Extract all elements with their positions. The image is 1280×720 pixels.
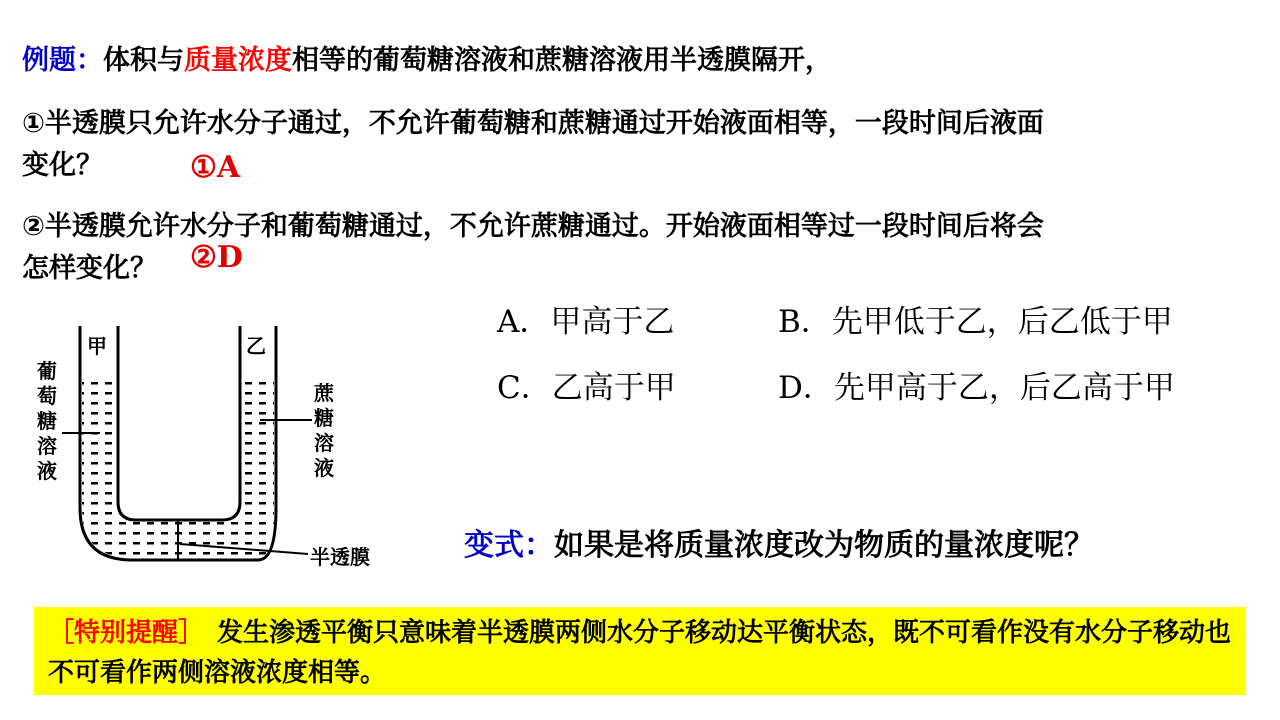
example-text-after: 相等的葡萄糖溶液和蔗糖溶液用半透膜隔开， <box>292 45 832 76</box>
right-solution-char: 糖 <box>314 406 334 430</box>
q1-line2: 变化？ <box>22 150 103 181</box>
label-yi: 乙 <box>246 334 266 358</box>
option-c: C．乙高于甲 <box>497 370 676 406</box>
solution-fill <box>20 318 400 580</box>
right-solution-label <box>314 381 335 480</box>
reminder-text: 发生渗透平衡只意味着半透膜两侧水分子移动达平衡状态，既不可看作没有水分子移动也不可看作两侧溶液浓度相等。 <box>48 618 1232 688</box>
q2-line1: ②半透膜允许水分子和葡萄糖通过，不允许蔗糖通过。开始液面相等过一段时间后将会 <box>22 211 1044 242</box>
example-label: 例题： <box>22 45 103 76</box>
left-solution-char: 液 <box>37 459 57 483</box>
example-text-before: 体积与 <box>103 45 184 76</box>
right-solution-char: 溶 <box>314 431 334 455</box>
q2-line2: 怎样变化？ <box>22 253 157 284</box>
right-solution-char: 液 <box>314 456 334 480</box>
option-d: D．先甲高于乙，后乙高于甲 <box>778 370 1175 406</box>
left-solution-label <box>37 359 57 483</box>
left-solution-char: 萄 <box>37 384 57 408</box>
left-solution-char: 糖 <box>37 409 57 433</box>
variant-line <box>464 520 1094 564</box>
reminder-tag: ［特别提醒］ <box>48 618 192 648</box>
tube-inner-wall <box>118 326 240 520</box>
example-line <box>22 38 832 77</box>
q2-answer: ②D <box>190 240 243 275</box>
left-solution-char: 葡 <box>37 359 57 383</box>
example-highlight: 质量浓度 <box>184 45 292 76</box>
q1-answer: ①A <box>190 150 241 185</box>
option-a: A．甲高于乙 <box>497 304 675 340</box>
variant-label: 变式： <box>464 528 554 563</box>
u-tube-diagram <box>20 318 400 580</box>
right-solution-char: 蔗 <box>314 381 334 405</box>
variant-text: 如果是将质量浓度改为物质的量浓度呢？ <box>554 528 1094 563</box>
left-solution-char: 溶 <box>37 434 57 458</box>
option-b: B．先甲低于乙，后乙低于甲 <box>778 304 1173 340</box>
label-jia: 甲 <box>87 334 107 358</box>
q1-line1: ①半透膜只允许水分子通过，不允许葡萄糖和蔗糖通过开始液面相等，一段时间后液面 <box>22 108 1044 139</box>
membrane-label: 半透膜 <box>310 545 370 569</box>
reminder-box <box>34 607 1246 695</box>
